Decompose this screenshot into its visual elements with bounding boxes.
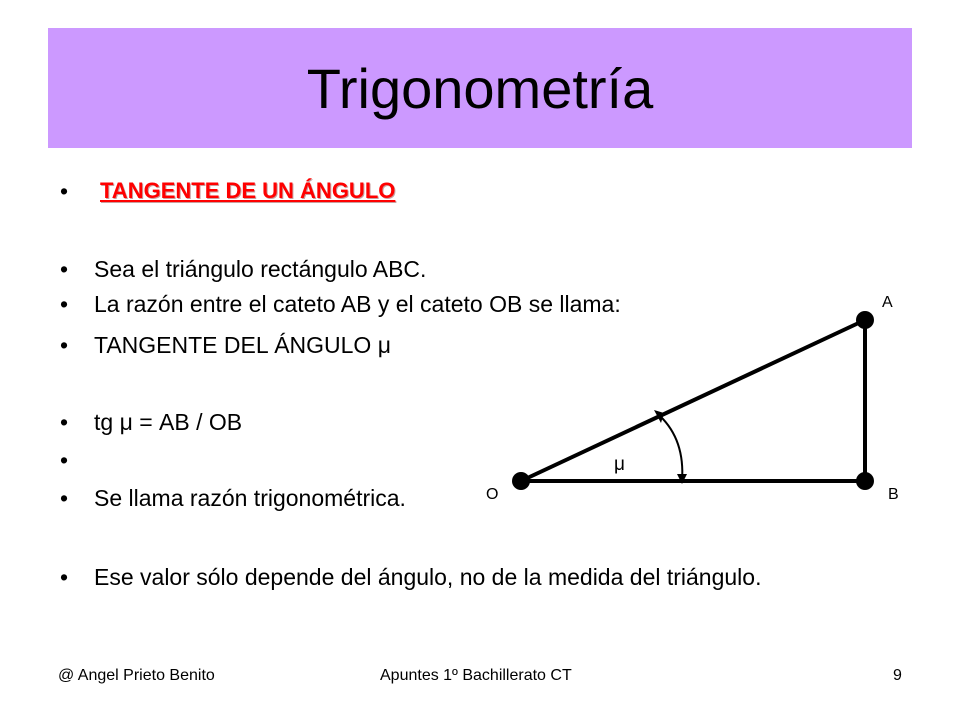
slide-title: Trigonometría (306, 56, 654, 120)
bullet-text: La razón entre el cateto AB y el cateto OB se llama: (94, 291, 621, 317)
bullet-dot: • (60, 447, 69, 473)
footer-course: Apuntes 1º Bachillerato CT (380, 667, 572, 684)
bullet-dot: • (60, 178, 69, 204)
side-oa (521, 320, 865, 481)
angle-arc (660, 416, 682, 481)
bullet-dot: • (60, 485, 69, 511)
bullet-text: Ese valor sólo depende del ángulo, no de la medida del triángulo. (94, 564, 762, 590)
footer-page-number: 9 (893, 667, 902, 684)
section-heading: TANGENTE DE UN ÁNGULO (100, 178, 396, 203)
footer-author: @ Angel Prieto Benito (58, 667, 215, 684)
vertex-o (512, 472, 530, 490)
vertex-a (856, 311, 874, 329)
label-a: A (882, 294, 893, 311)
bullet-text: Se llama razón trigonométrica. (94, 485, 406, 511)
bullet-dot: • (60, 332, 69, 358)
bullet-dot: • (60, 564, 69, 590)
bullet-dot: • (60, 291, 69, 317)
bullet-text: Sea el triángulo rectángulo ABC. (94, 256, 427, 282)
bullet-text: tg μ = AB / OB (94, 409, 243, 435)
vertex-b (856, 472, 874, 490)
bullet-dot: • (60, 409, 69, 435)
label-o: O (486, 486, 499, 503)
bullet-text: TANGENTE DEL ÁNGULO μ (94, 332, 391, 358)
bullet-dot: • (60, 256, 69, 282)
label-angle: μ (614, 454, 625, 475)
label-b: B (888, 486, 899, 503)
